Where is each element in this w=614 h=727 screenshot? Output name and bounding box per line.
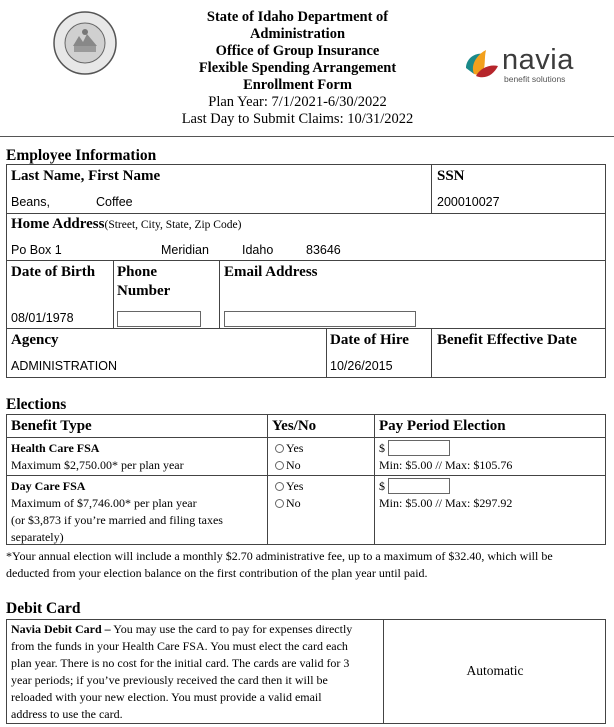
benefit-note: (or $3,873 if you’re married and filing taxes — [11, 513, 223, 527]
header-line-1: State of Idaho Department of — [206, 9, 389, 25]
day-care-no-radio[interactable]: No — [275, 495, 303, 512]
plan-year: Plan Year: 7/1/2021-6/30/2022 — [208, 94, 387, 110]
health-care-amount-input[interactable] — [388, 440, 450, 456]
day-care-min-max: Min: $5.00 // Max: $297.92 — [379, 496, 513, 510]
debit-section-title: Debit Card — [6, 600, 81, 617]
phone-label: Phone Number — [117, 264, 171, 299]
hire-date-value: 10/26/2015 — [330, 359, 393, 373]
header-line-3: Office of Group Insurance — [215, 43, 380, 59]
health-care-min-max: Min: $5.00 // Max: $105.76 — [379, 458, 513, 472]
col-yes-no: Yes/No — [272, 418, 317, 434]
currency-symbol: $ — [379, 441, 385, 455]
hire-date-label: Date of Hire — [330, 332, 409, 348]
address-hint: (Street, City, State, Zip Code) — [104, 219, 242, 231]
radio-icon — [275, 499, 284, 508]
email-input[interactable] — [224, 311, 416, 327]
logo-name: navia — [502, 44, 574, 76]
debit-card-status: Automatic — [466, 663, 524, 678]
radio-icon — [275, 444, 284, 453]
benefit-name: Day Care FSA — [11, 479, 86, 493]
email-label: Email Address — [224, 264, 318, 280]
phone-input[interactable] — [117, 311, 201, 327]
first-name-value: Coffee — [96, 195, 133, 209]
state-value: Idaho — [242, 243, 274, 257]
header-line-2: Administration — [249, 26, 346, 42]
health-care-yes-no — [275, 440, 303, 474]
header-divider — [0, 136, 614, 137]
radio-icon — [275, 461, 284, 470]
debit-card-name: Navia Debit Card – — [11, 622, 111, 636]
address-label: Home Address(Street, City, State, Zip Code) — [11, 216, 242, 232]
health-care-yes-radio[interactable]: Yes — [275, 440, 303, 457]
last-name-value: Beans, — [11, 195, 50, 209]
last-day-to-submit: Last Day to Submit Claims: 10/31/2022 — [181, 111, 414, 127]
health-care-no-radio[interactable]: No — [275, 457, 303, 474]
state-seal — [52, 10, 118, 76]
elections-section-title: Elections — [6, 396, 67, 413]
logo-tagline: benefit solutions — [504, 74, 566, 84]
zip-value: 83646 — [306, 243, 341, 257]
benefit-note-cont: separately) — [11, 530, 64, 544]
benefit-max: Maximum $2,750.00* per plan year — [11, 458, 184, 472]
agency-value: ADMINISTRATION — [11, 359, 118, 373]
radio-icon — [275, 482, 284, 491]
dob-label: Date of Birth — [11, 264, 96, 280]
day-care-amount-input[interactable] — [388, 478, 450, 494]
header-line-5: Enrollment Form — [243, 77, 352, 93]
debit-card-description: Navia Debit Card – You may use the card to pay for expenses directly from the funds in your Health Care FSA. You must elect the card each plan year. There is no cost for the initial card. The cards are valid for 3 year periods; if you’ve previously received the card then it will be reloaded with your new election. You must provide a valid email address to use the card. — [11, 622, 353, 721]
benefit-name: Health Care FSA — [11, 441, 100, 455]
form-header — [150, 9, 445, 128]
street-value: Po Box 1 — [11, 243, 62, 257]
ssn-label: SSN — [437, 168, 465, 184]
col-benefit-type: Benefit Type — [11, 418, 92, 434]
city-value: Meridian — [161, 243, 209, 257]
benefit-max: Maximum of $7,746.00* per plan year — [11, 496, 197, 510]
employee-section-title: Employee Information — [6, 147, 157, 164]
fee-footnote: *Your annual election will include a monthly $2.70 administrative fee, up to a maximum of $32.40, which will be deducted from your election balance on the first contribution of the plan year until paid. — [6, 549, 553, 580]
day-care-fsa-row — [11, 478, 266, 546]
dob-value: 08/01/1978 — [11, 311, 74, 325]
ssn-value: 200010027 — [437, 195, 500, 209]
name-label: Last Name, First Name — [11, 168, 161, 184]
col-pay-period: Pay Period Election — [379, 418, 506, 434]
currency-symbol: $ — [379, 479, 385, 493]
health-care-fsa-row — [11, 440, 266, 474]
day-care-yes-no — [275, 478, 303, 512]
effective-date-label: Benefit Effective Date — [437, 332, 577, 348]
header-line-4: Flexible Spending Arrangement — [198, 60, 397, 76]
day-care-yes-radio[interactable]: Yes — [275, 478, 303, 495]
agency-label: Agency — [11, 332, 59, 348]
